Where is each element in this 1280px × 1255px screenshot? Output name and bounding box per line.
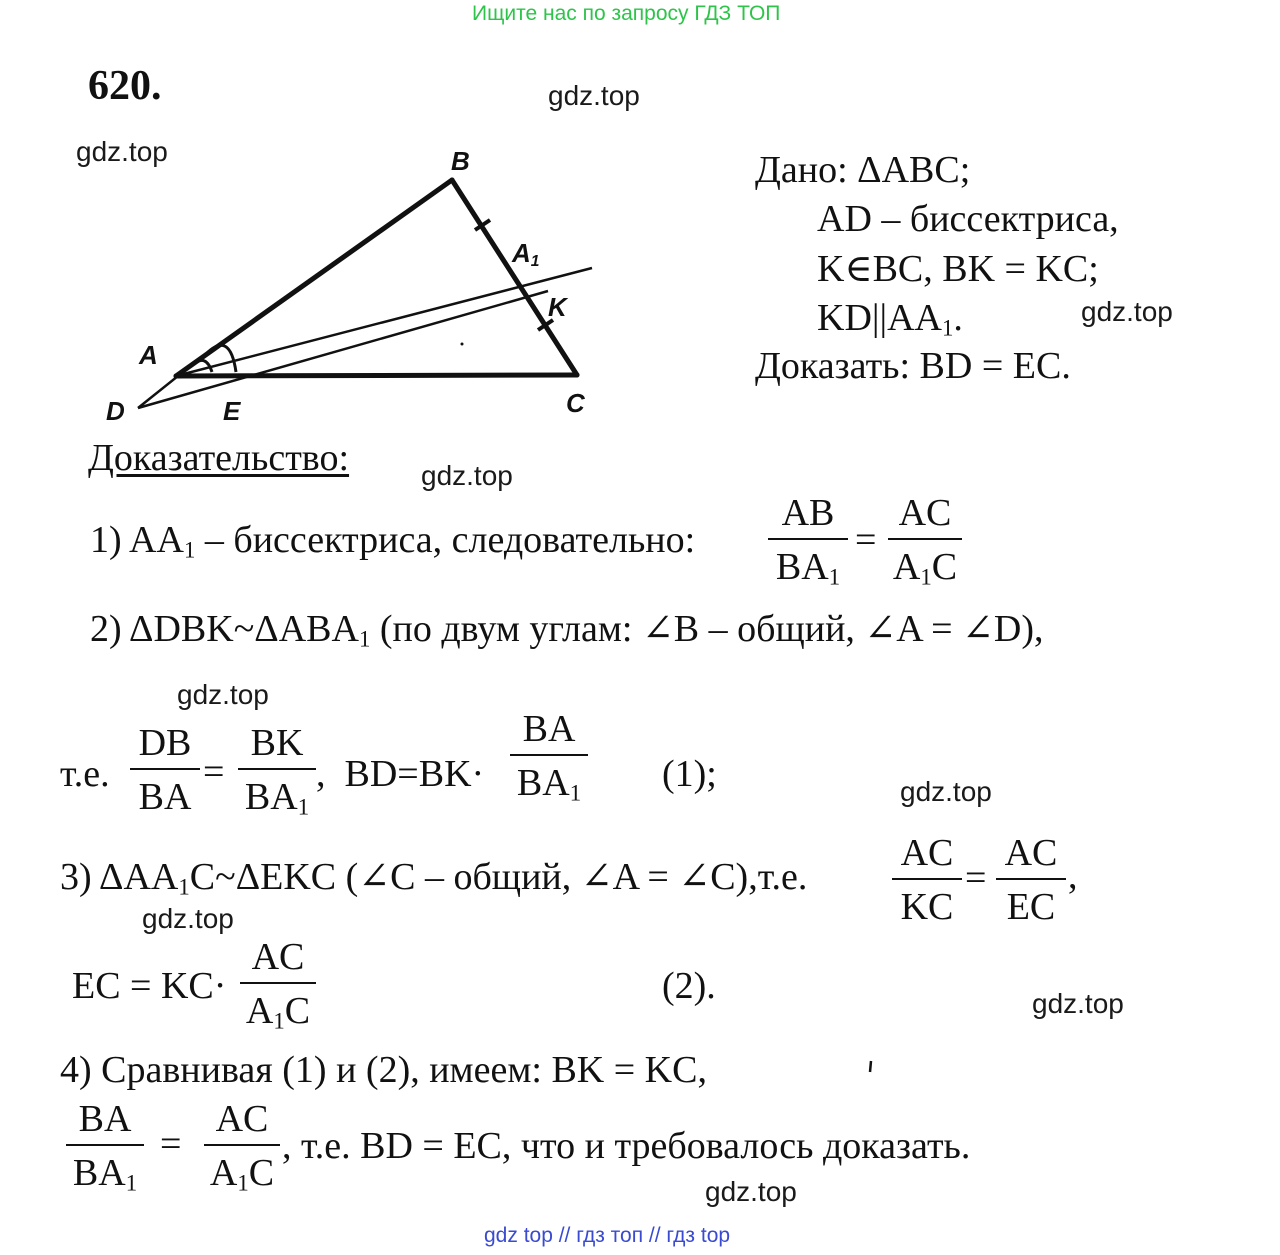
step-2b-fraction-2: $\frac{BK}{BA_1}$ [238,724,316,819]
conclusion: , т.е. BD = EC, что и требовалось доказать. [282,1125,971,1167]
step-1-fraction-2: $\frac{AC}{A_1C}$ [888,494,962,589]
step-3-comma: , [1068,855,1078,897]
bisector-AA1 [176,268,592,376]
problem-number: 620. [88,63,162,109]
prove-statement: Доказать: BD = EC. [755,345,1071,387]
label-B: B [451,146,470,176]
step-1-equals: = [855,519,877,561]
equation-ref-2: (2). [662,965,716,1007]
step-2b-middle: , BD=BK· [316,753,485,795]
label-A1: $A_1$ [512,238,540,270]
dot [461,343,464,346]
step-2b-equals: = [203,751,225,793]
step-4b-fraction-2: $\frac{AC}{A_1C}$ [204,1100,280,1195]
watermark: gdz.top [705,1176,797,1207]
label-C: C [566,388,585,418]
given-line-4: $KD||AA_1$. [817,297,963,341]
given-line-2: AD – биссектриса, [817,198,1119,240]
step-3-equals: = [965,857,987,899]
watermark: gdz.top [1081,296,1173,327]
step-2b-prefix: т.е. [60,753,110,795]
step-3b-prefix: EC = KC· [72,965,227,1007]
label-A: A [139,340,158,370]
step-2b-fraction-1: $\frac{DB}{BA}$ [130,724,200,816]
watermark: gdz.top [76,136,168,167]
proof-heading: Доказательство: [88,437,350,479]
watermark: gdz.top [548,80,640,111]
watermark: gdz.top [421,460,513,491]
step-4b-equals: = [160,1123,182,1165]
equation-ref-1: (1); [662,753,717,795]
given-line-1: Дано: ΔABC; [755,149,971,191]
label-K: K [548,292,567,322]
label-E: E [223,396,241,426]
step-3b-fraction: $\frac{AC}{A_1C}$ [240,938,316,1033]
watermark: gdz.top [1032,988,1124,1019]
step-4-text: 4) Сравнивая (1) и (2), имеем: BK = KC, [60,1049,707,1091]
triangle-figure [90,140,710,430]
line-DK [138,291,548,408]
step-2-text: 2) $\Delta DBK\sim\Delta ABA_1$ (по двум углам: ∠B – общий, ∠A = ∠D), [90,608,1044,652]
watermark: gdz.top [177,679,269,710]
side-AC [176,375,577,376]
top-banner: Ищите нас по запросу ГДЗ ТОП [472,2,781,25]
step-4b-fraction-1: $\frac{BA}{BA_1}$ [66,1100,144,1195]
watermark: gdz.top [142,903,234,934]
step-3-fraction-1: $\frac{AC}{KC}$ [892,834,962,926]
step-3-text: 3) $\Delta AA_1C\sim\Delta EKC$ (∠C – общий, ∠A = ∠C),т.е. [60,856,808,900]
given-line-3: K∈BC, BK = KC; [817,248,1099,290]
step-2b-fraction-3: $\frac{BA}{BA_1}$ [510,710,588,805]
step-1-text: 1) $AA_1$ – биссектриса, следовательно: [90,519,696,563]
step-3-fraction-2: $\frac{AC}{EC}$ [996,834,1066,926]
step-1-fraction-1: $\frac{AB}{BA_1}$ [768,494,848,589]
stray-mark [868,1060,874,1074]
label-D: D [106,396,125,426]
watermark: gdz.top [900,776,992,807]
bottom-banner[interactable]: gdz top // гдз топ // гдз top [484,1224,731,1247]
